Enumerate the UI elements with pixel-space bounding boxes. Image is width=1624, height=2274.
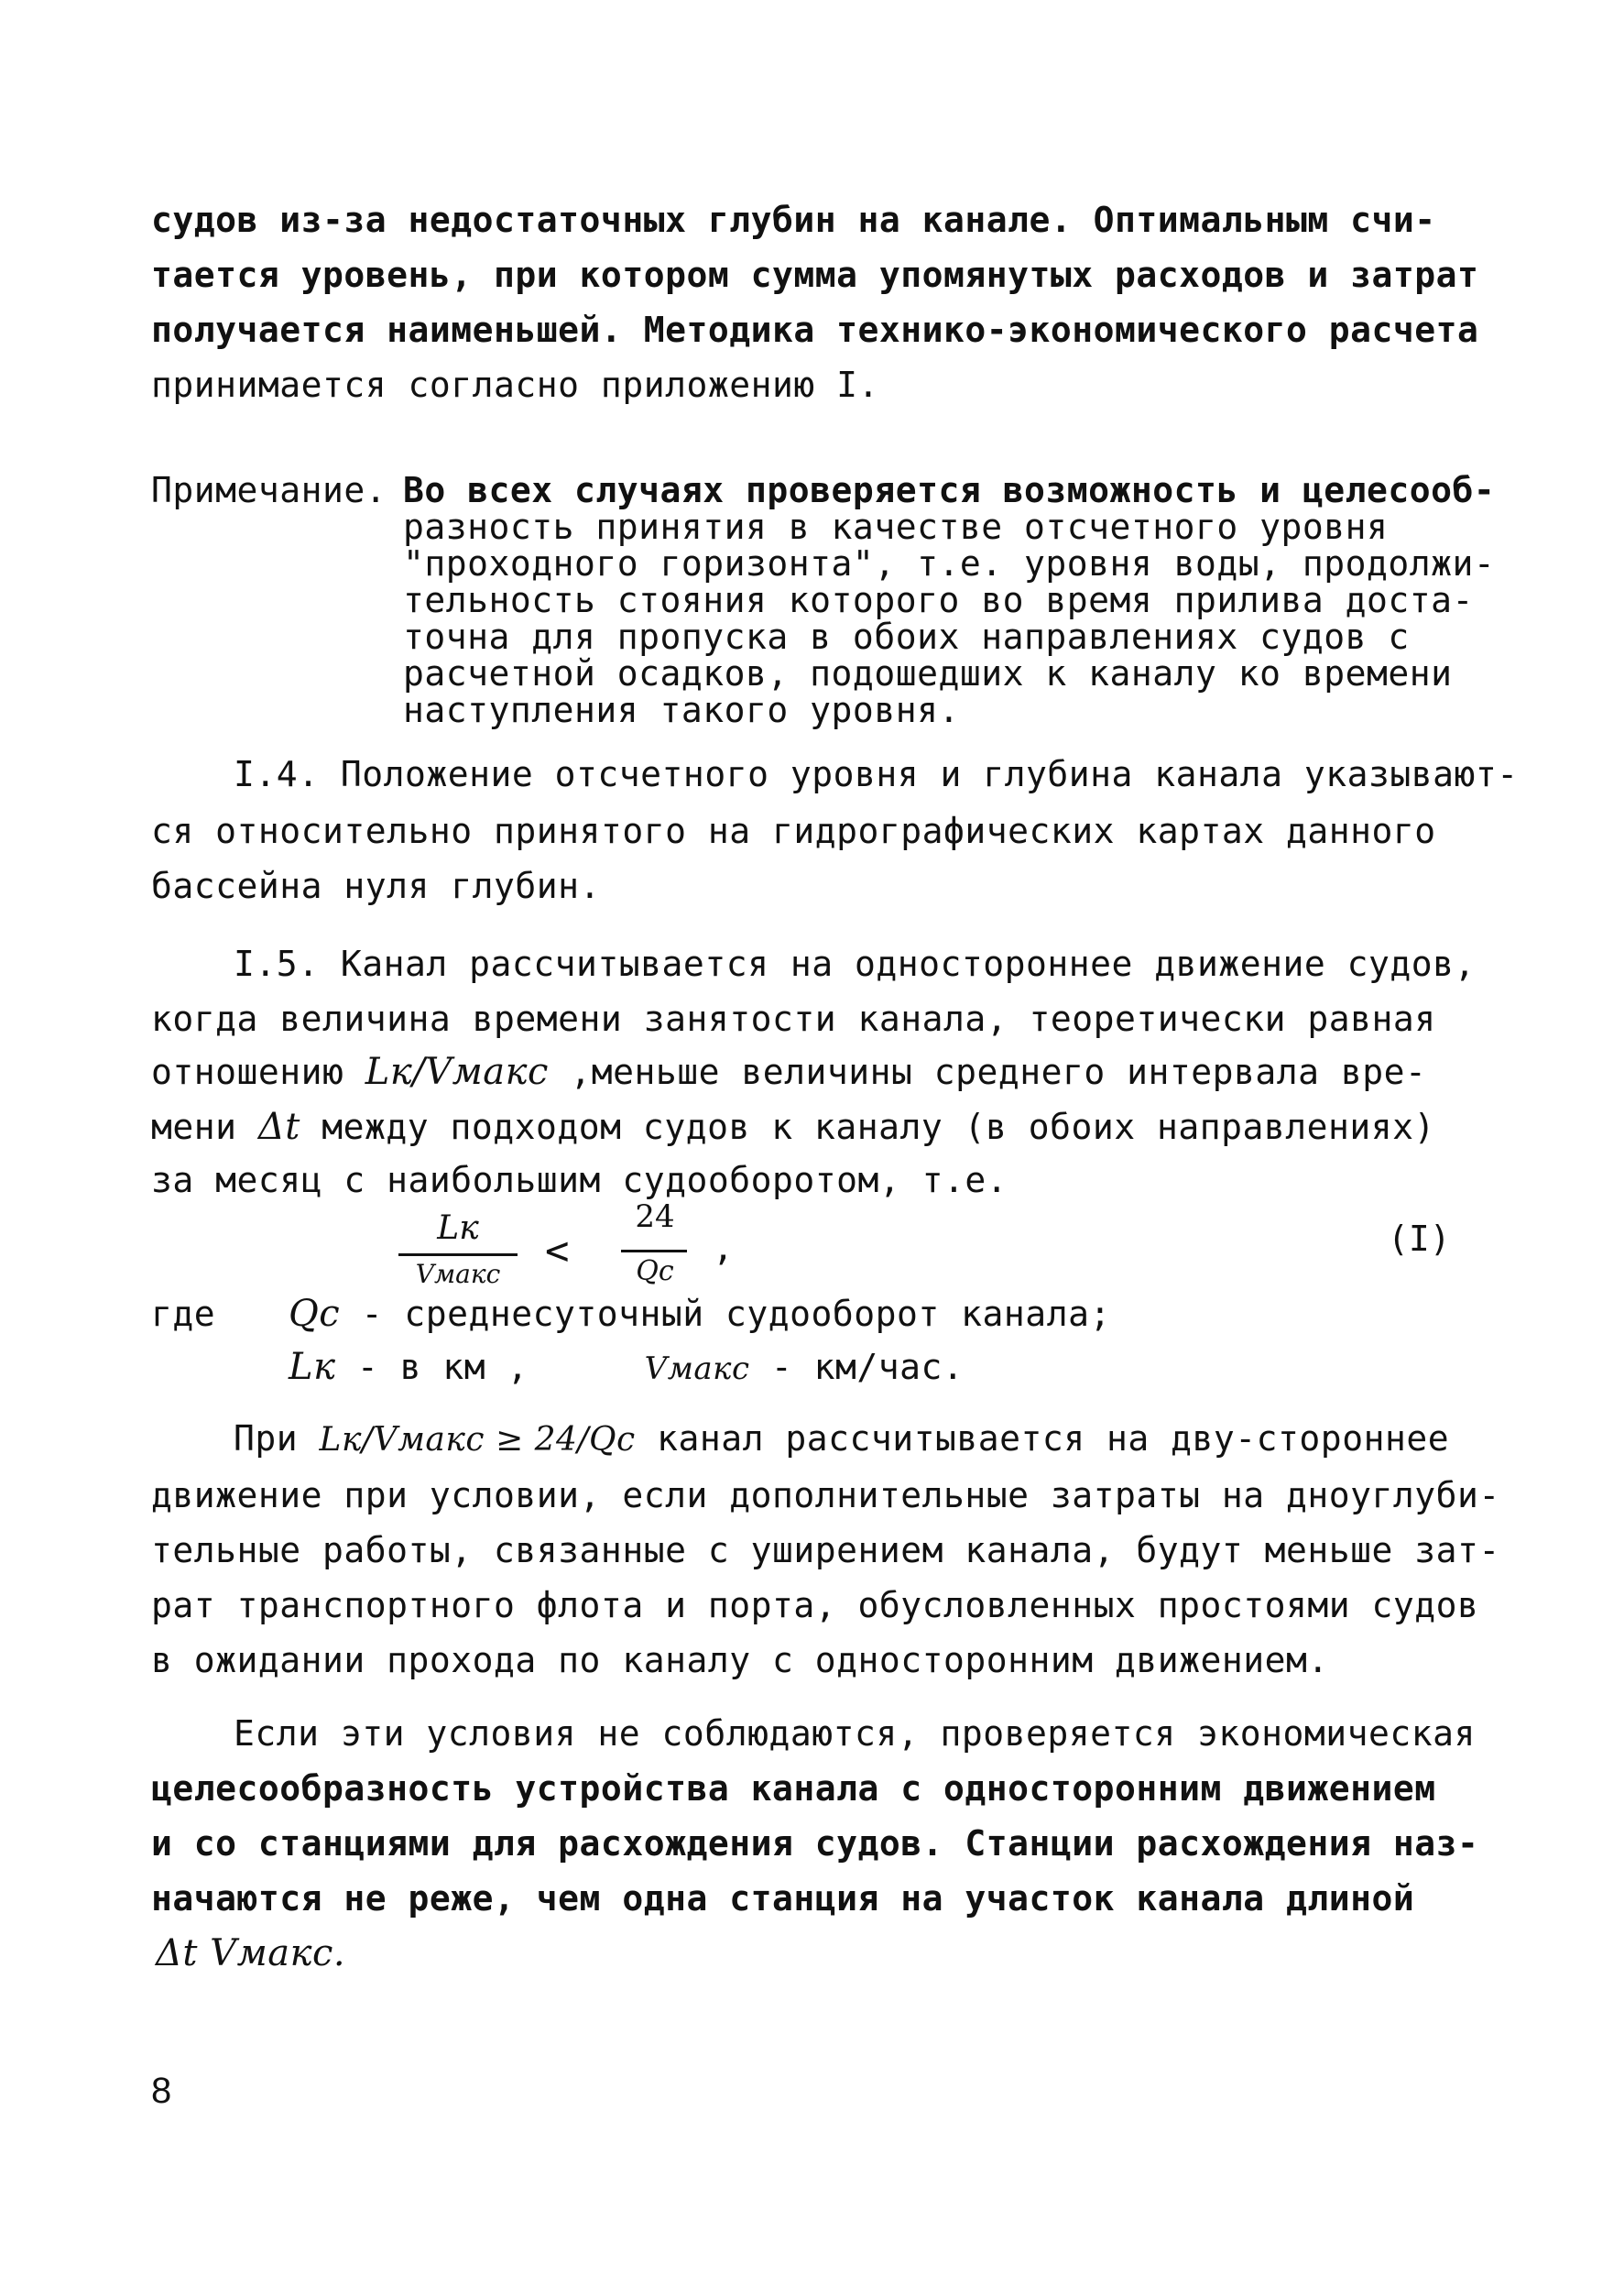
para15-line-4-pre: мени [151,1107,237,1147]
para-when-post: канал рассчитывается на дву-стороннее [657,1418,1450,1459]
para1-line-2: тается уровень, при котором сумма упомянутых расходов и затрат [151,255,1479,295]
formula-lhs-bar [398,1253,518,1256]
para-when-line-1 [234,1418,1449,1460]
note-line-2: разность принятия в качестве отсчетного уровня [403,507,1389,547]
note-line-3: "проходного горизонта", т.е. уровня воды, продолжи- [403,543,1496,584]
para-when-line-5: в ожидании прохода по каналу с односторонним движением. [151,1640,1329,1680]
formula-lhs-denominator: Vмакс [415,1259,501,1289]
where-text-qc: - среднесуточный судооборот канала; [361,1294,1111,1334]
where-sym-lk: Lк [289,1346,336,1388]
condition-formula-inline: Lк/Vмакс ≥ 24/Qc [319,1421,636,1459]
para15-line-3 [151,1052,1426,1092]
page-number: 8 [151,2071,172,2111]
delta-t-symbol: Δt [257,1106,300,1148]
formula-comma: , [713,1228,734,1268]
ratio-formula-inline: Lк/Vмакс [365,1051,549,1093]
para-when-line-4: рат транспортного флота и порта, обусловленных простоями судов [151,1585,1479,1625]
para15-line-1: I.5. Канал рассчитывается на одностороннее движение судов, [234,944,1476,984]
para-when-line-2: движение при условии, если дополнительные затраты на дноуглуби- [151,1475,1500,1515]
para14-line-1: I.4. Положение отсчетного уровня и глубина канала указывают- [234,754,1519,794]
formula-rhs-numerator: 24 [635,1198,675,1235]
para14-line-3: бассейна нуля глубин. [151,866,601,906]
where-sym-qc: Qc [289,1293,341,1335]
where-text-vmaks: - км/час. [770,1347,965,1387]
where-line-2 [289,1347,964,1389]
para-last-line-4: начаются не реже, чем одна станция на участок канала длиной [151,1878,1415,1919]
note-line-5: точна для пропуска в обоих направлениях судов с [403,617,1410,657]
para14-line-2: ся относительно принятого на гидрографических картах данного [151,811,1436,851]
note-line-4: тельность стояния которого во время прилива доста- [403,580,1474,620]
where-text-lk: - в км , [356,1347,529,1387]
para-last-tail-formula: Δt Vмакс. [156,1932,346,1974]
para1-line-4: принимается согласно приложению I. [151,365,879,405]
para15-line-3-post: ,меньше величины среднего интервала вре- [570,1052,1427,1092]
para-when-pre: При [234,1418,299,1459]
note-label: Примечание. [151,470,387,510]
where-sym-vmaks: Vмакс [644,1350,750,1387]
para-when-line-3: тельные работы, связанные с уширением канала, будут меньше зат- [151,1530,1500,1570]
formula-rhs-denominator: Qc [636,1255,674,1287]
note-line-1: Во всех случаях проверяется возможность и целесооб- [403,470,1496,510]
where-label: где [151,1294,216,1334]
where-line-1 [289,1294,1111,1334]
para1-line-3: получается наименьшей. Методика технико-экономического расчета [151,310,1479,350]
para1-line-1: судов из-за недостаточных глубин на канале. Оптимальным счи- [151,200,1436,240]
formula-number: (I) [1388,1219,1451,1259]
para15-line-5: за месяц с наибольшим судооборотом, т.е. [151,1160,1008,1200]
formula-relation: < [545,1228,570,1274]
para15-line-3-pre: отношению [151,1052,344,1092]
para-last-line-2: целесообразность устройства канала с односторонним движением [151,1768,1436,1809]
para15-line-4 [151,1107,1435,1147]
formula-lhs-numerator: Lк [437,1209,479,1247]
para-last-line-3: и со станциями для расхождения судов. Станции расхождения наз- [151,1823,1479,1864]
note-line-7: наступления такого уровня. [403,690,960,730]
para15-line-2: когда величина времени занятости канала, теоретически равная [151,999,1436,1039]
formula-rhs-bar [621,1250,687,1252]
para15-line-4-post: между подходом судов к каналу (в обоих направлениях) [322,1107,1435,1147]
para-last-line-1: Если эти условия не соблюдаются, проверяется экономическая [234,1713,1476,1754]
note-line-6: расчетной осадков, подошедших к каналу ко времени [403,653,1453,694]
